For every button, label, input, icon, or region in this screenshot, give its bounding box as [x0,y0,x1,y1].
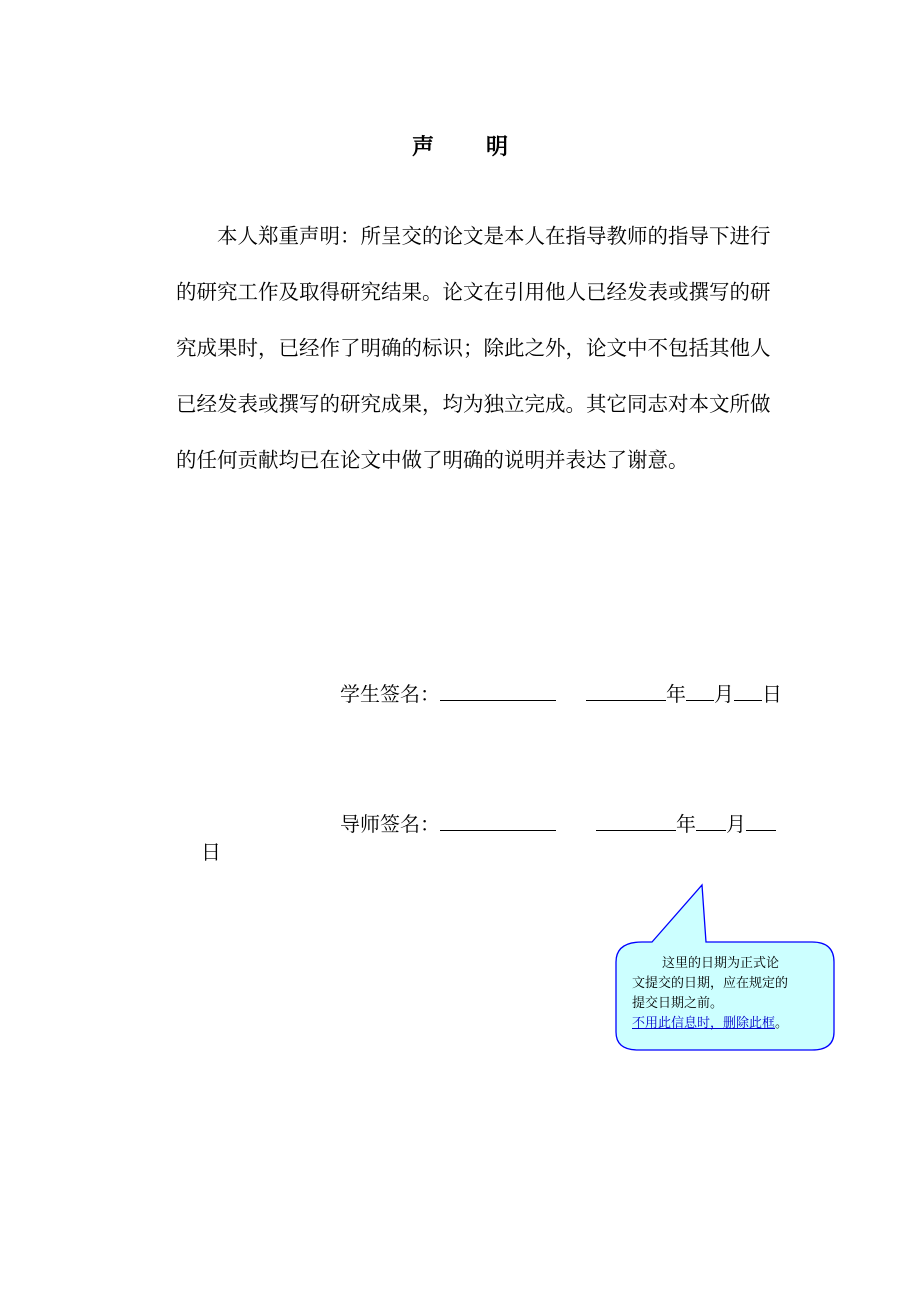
callout-text [632,954,822,1034]
title-part-1: 声 [411,135,434,160]
student-date-month-field[interactable] [686,680,714,701]
callout-link-suffix: 。 [775,1016,789,1031]
callout-line: 这里的日期为正式论 [662,956,780,971]
declaration-line: 究成果时，已经作了明确的标识；除此之外，论文中不包括其他人 [176,336,771,360]
page-title [0,130,920,161]
title-part-2: 明 [486,135,509,160]
student-signature-label: 学生签名： [340,682,440,706]
date-note-callout[interactable] [612,882,838,1054]
advisor-date-year-field[interactable] [596,810,676,831]
advisor-signature-field[interactable] [440,810,556,831]
year-label: 年 [676,812,696,836]
student-signature-field[interactable] [440,680,556,701]
day-label: 日 [762,682,782,706]
advisor-day-label: 日 [201,840,221,864]
student-date-day-field[interactable] [734,680,762,701]
declaration-paragraph [176,208,796,488]
callout-line: 提交日期之前。 [632,996,724,1011]
year-label: 年 [666,682,686,706]
declaration-line: 本人郑重声明：所呈交的论文是本人在指导教师的指导下进行 [217,224,771,248]
callout-line: 文提交的日期，应在规定的 [632,976,789,991]
delete-callout-link[interactable]: 不用此信息时，删除此框 [632,1016,776,1031]
declaration-line: 的任何贡献均已在论文中做了明确的说明并表达了谢意。 [176,448,689,472]
advisor-signature-row [340,808,776,837]
student-signature-row [340,678,782,707]
advisor-date-day-field[interactable] [746,810,776,831]
advisor-signature-label: 导师签名： [340,812,440,836]
advisor-date-month-field[interactable] [696,810,726,831]
student-date-year-field[interactable] [586,680,666,701]
month-label: 月 [714,682,734,706]
declaration-line: 的研究工作及取得研究结果。论文在引用他人已经发表或撰写的研 [176,280,771,304]
declaration-line: 已经发表或撰写的研究成果，均为独立完成。其它同志对本文所做 [176,392,771,416]
month-label: 月 [726,812,746,836]
